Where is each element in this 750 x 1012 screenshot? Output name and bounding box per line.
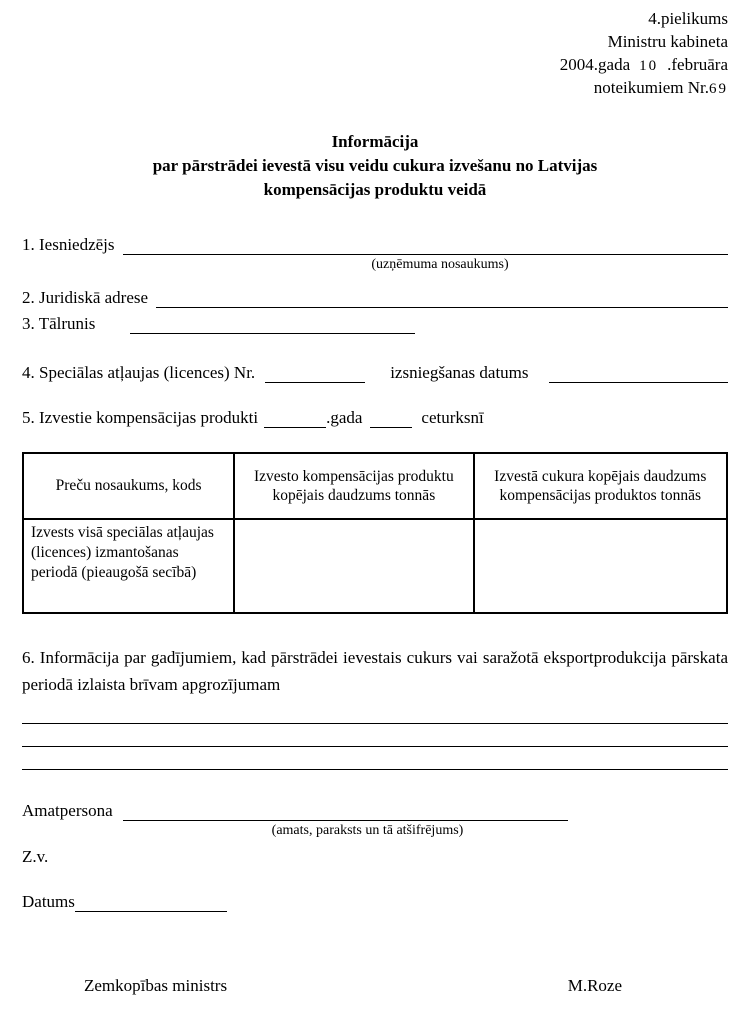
write-in-line-2	[22, 724, 728, 747]
field-talrunis	[22, 313, 728, 334]
sugar-quantity-cell	[474, 519, 727, 613]
date-suffix: .februāra	[667, 54, 728, 74]
iesniedzejs-label: 1. Iesniedzējs	[22, 235, 115, 255]
title-line-1: Informācija	[331, 131, 419, 151]
table-header-row	[23, 453, 727, 519]
field-iesniedzejs	[22, 234, 728, 255]
item6-write-in-lines	[22, 701, 728, 770]
annex-number: 4.pielikums	[648, 9, 728, 28]
date-day-number: 10	[639, 57, 659, 74]
signature-footer	[22, 976, 728, 996]
field-datums	[22, 891, 728, 912]
juridiska-adrese-fill-line	[156, 287, 728, 308]
field-amatpersona	[22, 800, 728, 821]
datums-fill-line	[75, 891, 227, 912]
licence-date-fill-line	[549, 362, 728, 383]
iesniedzejs-fill-line	[123, 234, 728, 255]
talrunis-fill-line	[130, 313, 415, 334]
ceturksni-label: ceturksnī	[421, 408, 484, 428]
item6-paragraph: 6. Informācija par gadījumiem, kad pārstrādei ievestais cukurs vai saražotā eksportprodukcija pārskata periodā izlaista brīvam apgrozījumam	[22, 648, 728, 695]
regulation-number-line	[22, 77, 728, 100]
minister-name: M.Roze	[567, 976, 622, 995]
col-header-compensation-quantity: Izvesto kompensācijas produktu kopējais daudzums tonnās	[234, 453, 473, 519]
col-header-sugar-quantity: Izvestā cukura kopējais daudzums kompensācijas produktos tonnās	[474, 453, 727, 519]
title-line-2: par pārstrādei ievestā visu veidu cukura izvešanu no Latvijas	[152, 155, 598, 175]
minister-title: Zemkopības ministrs	[84, 976, 228, 995]
amatpersona-fill-line	[123, 800, 568, 821]
licence-date-label: izsniegšanas datums	[390, 363, 529, 383]
juridiska-adrese-label: 2. Juridiskā adrese	[22, 288, 149, 308]
datums-label: Datums	[22, 891, 75, 911]
iesniedzejs-hint-row	[152, 257, 728, 273]
licence-label: 4. Speciālas atļaujas (licences) Nr.	[22, 363, 256, 383]
licence-number-fill-line	[265, 362, 365, 383]
row-label-cell: Izvests visā speciālas atļaujas (licences) izmantošanas periodā (pieaugošā secībā)	[23, 519, 234, 613]
date-prefix: 2004.gada	[559, 54, 631, 74]
products-table	[22, 452, 728, 614]
table-row	[23, 519, 727, 613]
col-header-product-name: Preču nosaukums, kods	[23, 453, 234, 519]
amatpersona-hint-row	[140, 823, 595, 839]
regulation-number: 69	[709, 80, 728, 97]
izvestie-produkti-label: 5. Izvestie kompensācijas produkti	[22, 408, 259, 428]
regulation-number-label: noteikumiem Nr.	[593, 77, 709, 97]
cabinet-line: Ministru kabineta	[607, 31, 728, 51]
gads-fill-line	[264, 407, 326, 428]
amatpersona-label: Amatpersona	[22, 800, 113, 820]
ceturksnis-fill-line	[370, 407, 412, 428]
iesniedzejs-hint: (uzņēmuma nosaukums)	[371, 257, 509, 273]
gada-label: .gada	[326, 408, 363, 428]
field-juridiska-adrese	[22, 287, 728, 308]
write-in-line-1	[22, 701, 728, 724]
regulation-date-line	[22, 54, 728, 77]
title-line-3: kompensācijas produktu veidā	[263, 180, 487, 199]
amatpersona-hint: (amats, paraksts un tā atšifrējums)	[271, 822, 464, 838]
talrunis-label: 3. Tālrunis	[22, 314, 96, 334]
write-in-line-3	[22, 747, 728, 770]
field-licence	[22, 362, 728, 383]
form-title	[22, 130, 728, 202]
field-izvestie-produkti	[22, 407, 728, 428]
compensation-quantity-cell	[234, 519, 473, 613]
zv-label: Z.v.	[22, 846, 49, 866]
regulation-reference-block	[22, 8, 728, 100]
